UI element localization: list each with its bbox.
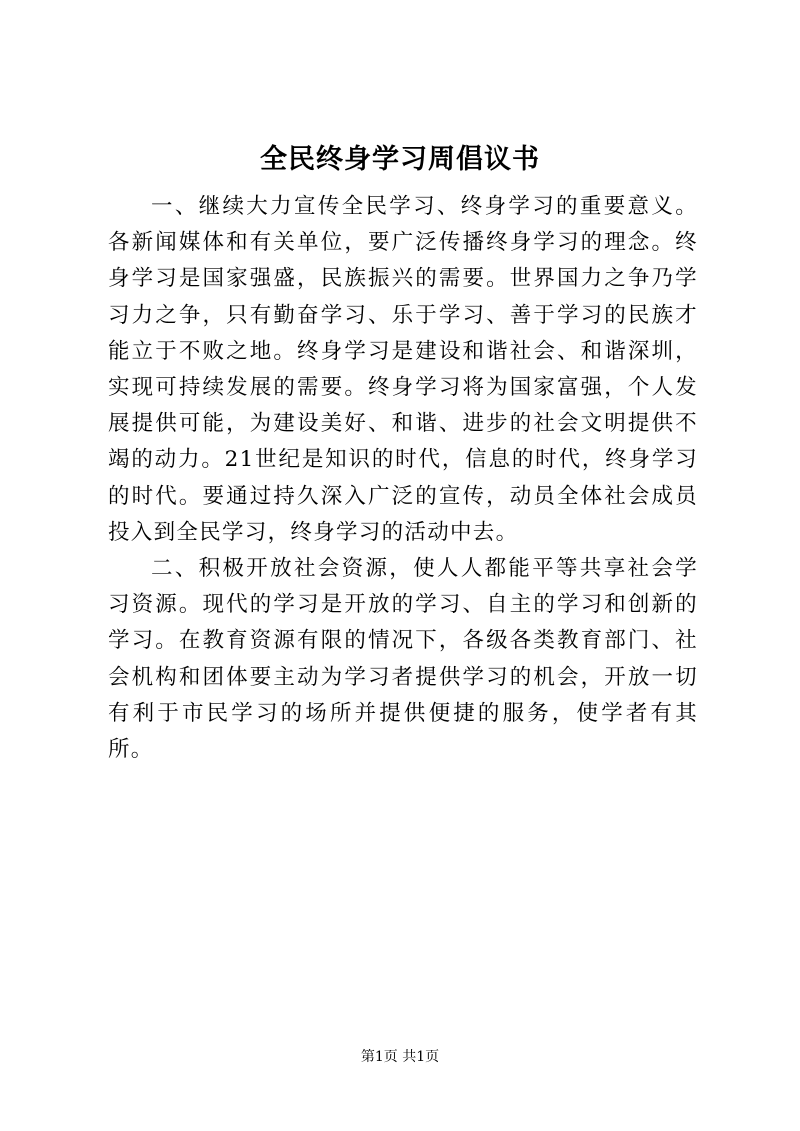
document-body <box>108 189 698 768</box>
paragraph-2: 二、积极开放社会资源，使人人都能平等共享社会学习资源。现代的学习是开放的学习、自主的学习和创新的学习。在教育资源有限的情况下，各级各类教育部门、社会机构和团体要主动为学习者提供学习的机会，开放一切有利于市民学习的场所并提供便捷的服务，使学者有其所。 <box>108 556 698 763</box>
page-footer: 第1页 共1页 <box>360 1049 440 1065</box>
document-title: 全民终身学习周倡议书 <box>260 144 540 175</box>
paragraph-1: 一、继续大力宣传全民学习、终身学习的重要意义。各新闻媒体和有关单位，要广泛传播终身学习的理念。终身学习是国家强盛，民族振兴的需要。世界国力之争乃学习力之争，只有勤奋学习、乐于学习、善于学习的民族才能立于不败之地。终身学习是建设和谐社会、和谐深圳，实现可持续发展的需要。终身学习将为国家富强，个人发展提供可能，为建设美好、和谐、进步的社会文明提供不竭的动力。21世纪是知识的时代，信息的时代，终身学习的时代。要通过持久深入广泛的宣传，动员全体社会成员投入到全民学习，终身学习的活动中去。 <box>108 194 698 545</box>
